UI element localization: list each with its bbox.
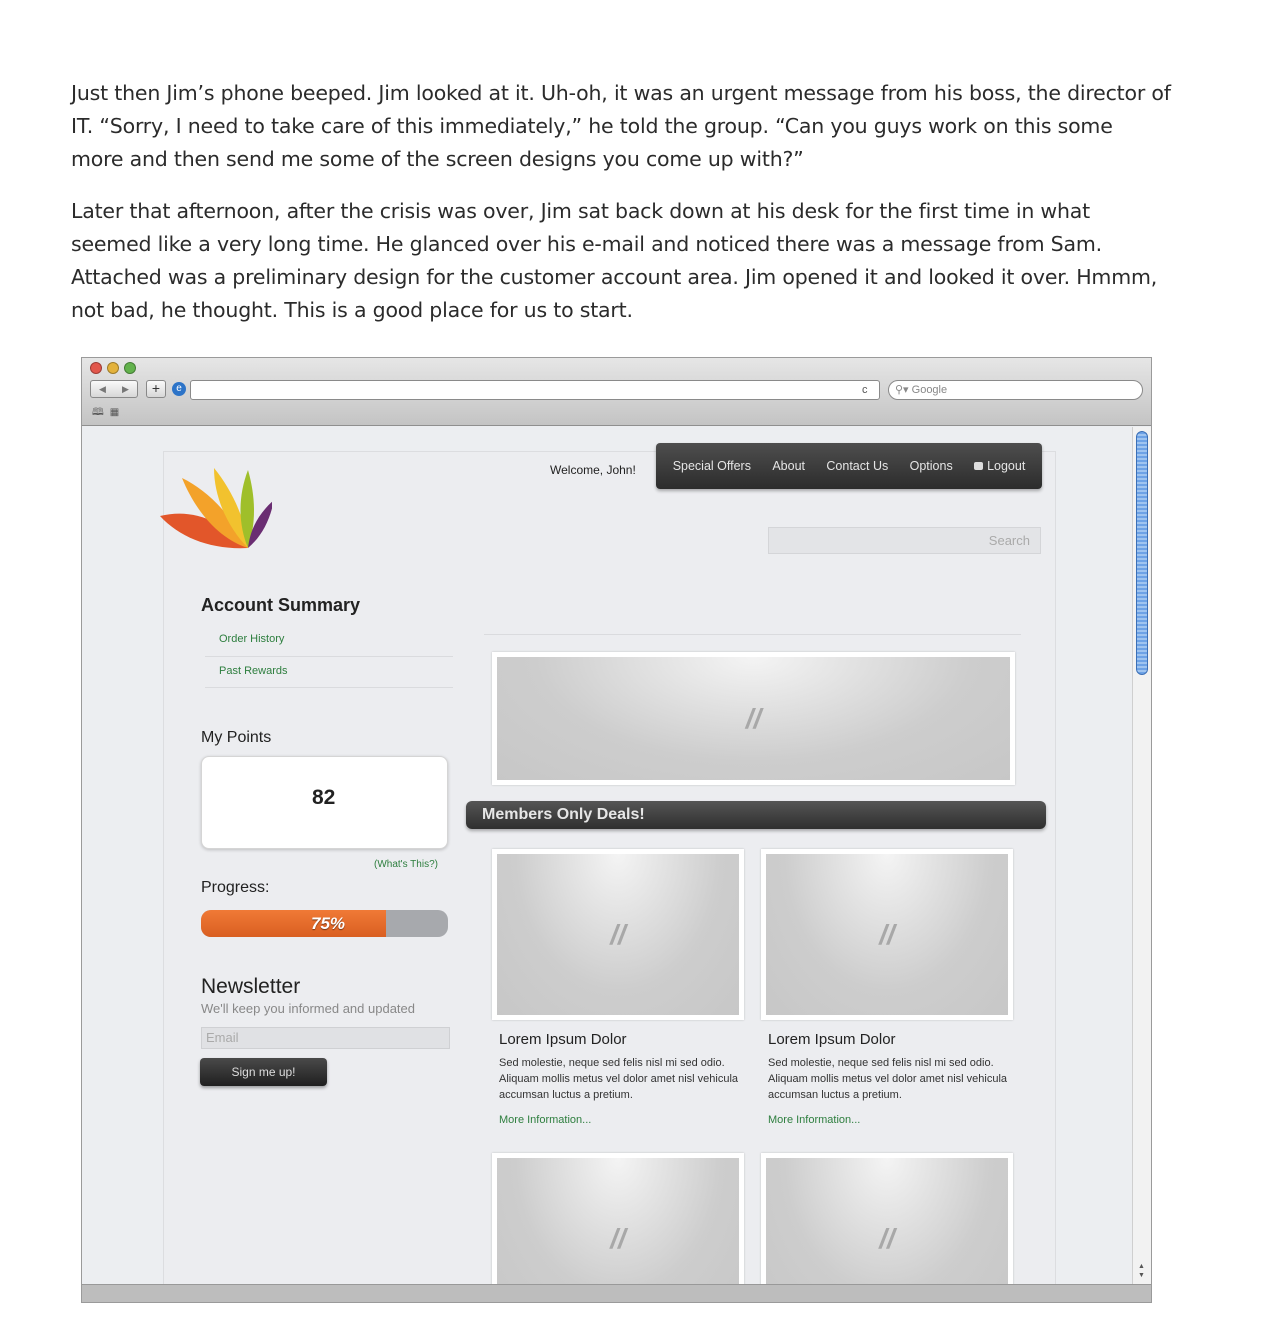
more-information-link[interactable]: More Information... [499, 1114, 592, 1126]
account-summary-title: Account Summary [201, 595, 361, 615]
horizontal-scrollbar[interactable] [82, 1284, 1151, 1302]
image-placeholder-glyph: // [610, 918, 626, 950]
nav-options[interactable]: Options [909, 459, 953, 473]
lock-icon [974, 462, 983, 470]
bookmarks-bar [92, 405, 125, 422]
vertical-scrollbar[interactable] [1132, 427, 1151, 1286]
newsletter-subtitle: We'll keep you informed and updated [201, 1001, 415, 1016]
forward-arrow-icon[interactable]: ▶ [122, 383, 129, 394]
address-bar[interactable] [190, 380, 880, 400]
nav-about[interactable]: About [772, 459, 806, 473]
nav-logout-item[interactable] [974, 459, 1025, 473]
zoom-window-button[interactable] [124, 362, 136, 374]
progress-fill [201, 910, 386, 937]
add-bookmark-button[interactable]: + [146, 380, 166, 398]
image-placeholder-glyph: // [745, 702, 762, 734]
logo-icon [152, 460, 272, 556]
minimize-window-button[interactable] [107, 362, 119, 374]
deal-image-4[interactable] [761, 1153, 1013, 1286]
order-history-link[interactable]: Order History [219, 633, 285, 645]
divider [205, 687, 453, 688]
points-box [201, 756, 448, 849]
progress-bar [201, 910, 448, 937]
deal-image-2[interactable] [761, 849, 1013, 1020]
book-icon[interactable]: 🕮 [92, 407, 110, 418]
hero-image[interactable] [492, 652, 1015, 785]
my-points-label: My Points [201, 729, 272, 746]
back-arrow-icon[interactable]: ◀ [99, 383, 106, 394]
members-deals-header: Members Only Deals! [466, 801, 1046, 829]
back-forward-buttons[interactable] [90, 380, 138, 398]
site-search-input[interactable]: Search [768, 527, 1041, 554]
more-information-link[interactable]: More Information... [768, 1114, 861, 1126]
story-paragraph-2: Later that afternoon, after the crisis was over, Jim sat back down at his desk for the first time in what seemed like a very long time. He glanced over his e-mail and noticed there was a message from Sam. Attached was a preliminary design for the customer account area. Jim opened it and looked it over. Hmmm, not bad, he thought. This is a good place for us to start. [71, 199, 1158, 322]
image-placeholder-glyph: // [610, 1222, 626, 1254]
globe-icon: e [172, 382, 186, 396]
image-placeholder-glyph: // [879, 1222, 895, 1254]
welcome-text: Welcome, John! [550, 463, 636, 477]
deal-image-1[interactable] [492, 849, 744, 1020]
sign-up-button[interactable]: Sign me up! [200, 1058, 327, 1086]
divider [484, 634, 1021, 635]
newsletter-title: Newsletter [201, 975, 301, 998]
card-text: Sed molestie, neque sed felis nisl mi sed odio. Aliquam mollis metus vel dolor amet nisl vehicula accumsan luctus a pretium. [499, 1057, 739, 1101]
browser-toolbar [82, 358, 1151, 426]
scroll-thumb[interactable] [1136, 431, 1148, 675]
browser-search-field[interactable] [888, 380, 1143, 400]
browser-window [81, 357, 1152, 1303]
progress-percent: 75% [311, 914, 346, 933]
card-title: Lorem Ipsum Dolor [768, 1031, 896, 1048]
search-icon: ⚲▾ [895, 384, 912, 396]
card-text: Sed molestie, neque sed felis nisl mi sed odio. Aliquam mollis metus vel dolor amet nisl vehicula accumsan luctus a pretium. [768, 1057, 1008, 1101]
story-paragraph-1: Just then Jim’s phone beeped. Jim looked at it. Uh-oh, it was an urgent message from his boss, the director of IT. “Sorry, I need to take care of this immediately,” he told the group. “Can you guys work on this some more and then send me some of the screen designs you come up with?” [71, 81, 1171, 171]
reload-icon[interactable]: c [862, 384, 868, 396]
deal-image-3[interactable] [492, 1153, 744, 1286]
browser-search-placeholder: Google [911, 384, 948, 396]
image-placeholder-glyph: // [879, 918, 895, 950]
card-title: Lorem Ipsum Dolor [499, 1031, 627, 1048]
site-page [163, 451, 1056, 1286]
web-viewport [82, 427, 1134, 1286]
divider [205, 656, 453, 657]
past-rewards-link[interactable]: Past Rewards [219, 665, 288, 677]
whats-this-link[interactable]: (What's This?) [374, 859, 438, 870]
email-input[interactable]: Email [201, 1027, 450, 1049]
progress-label: Progress: [201, 879, 270, 896]
nav-contact-us[interactable]: Contact Us [826, 459, 889, 473]
nav-logout[interactable]: Logout [987, 459, 1026, 473]
scroll-arrows-icon[interactable]: ▲ ▼ [1138, 1263, 1145, 1279]
points-value: 82 [312, 786, 336, 809]
top-nav [656, 443, 1042, 489]
nav-special-offers[interactable]: Special Offers [672, 459, 751, 473]
close-window-button[interactable] [90, 362, 102, 374]
grid-icon[interactable]: ▦ [109, 407, 126, 418]
